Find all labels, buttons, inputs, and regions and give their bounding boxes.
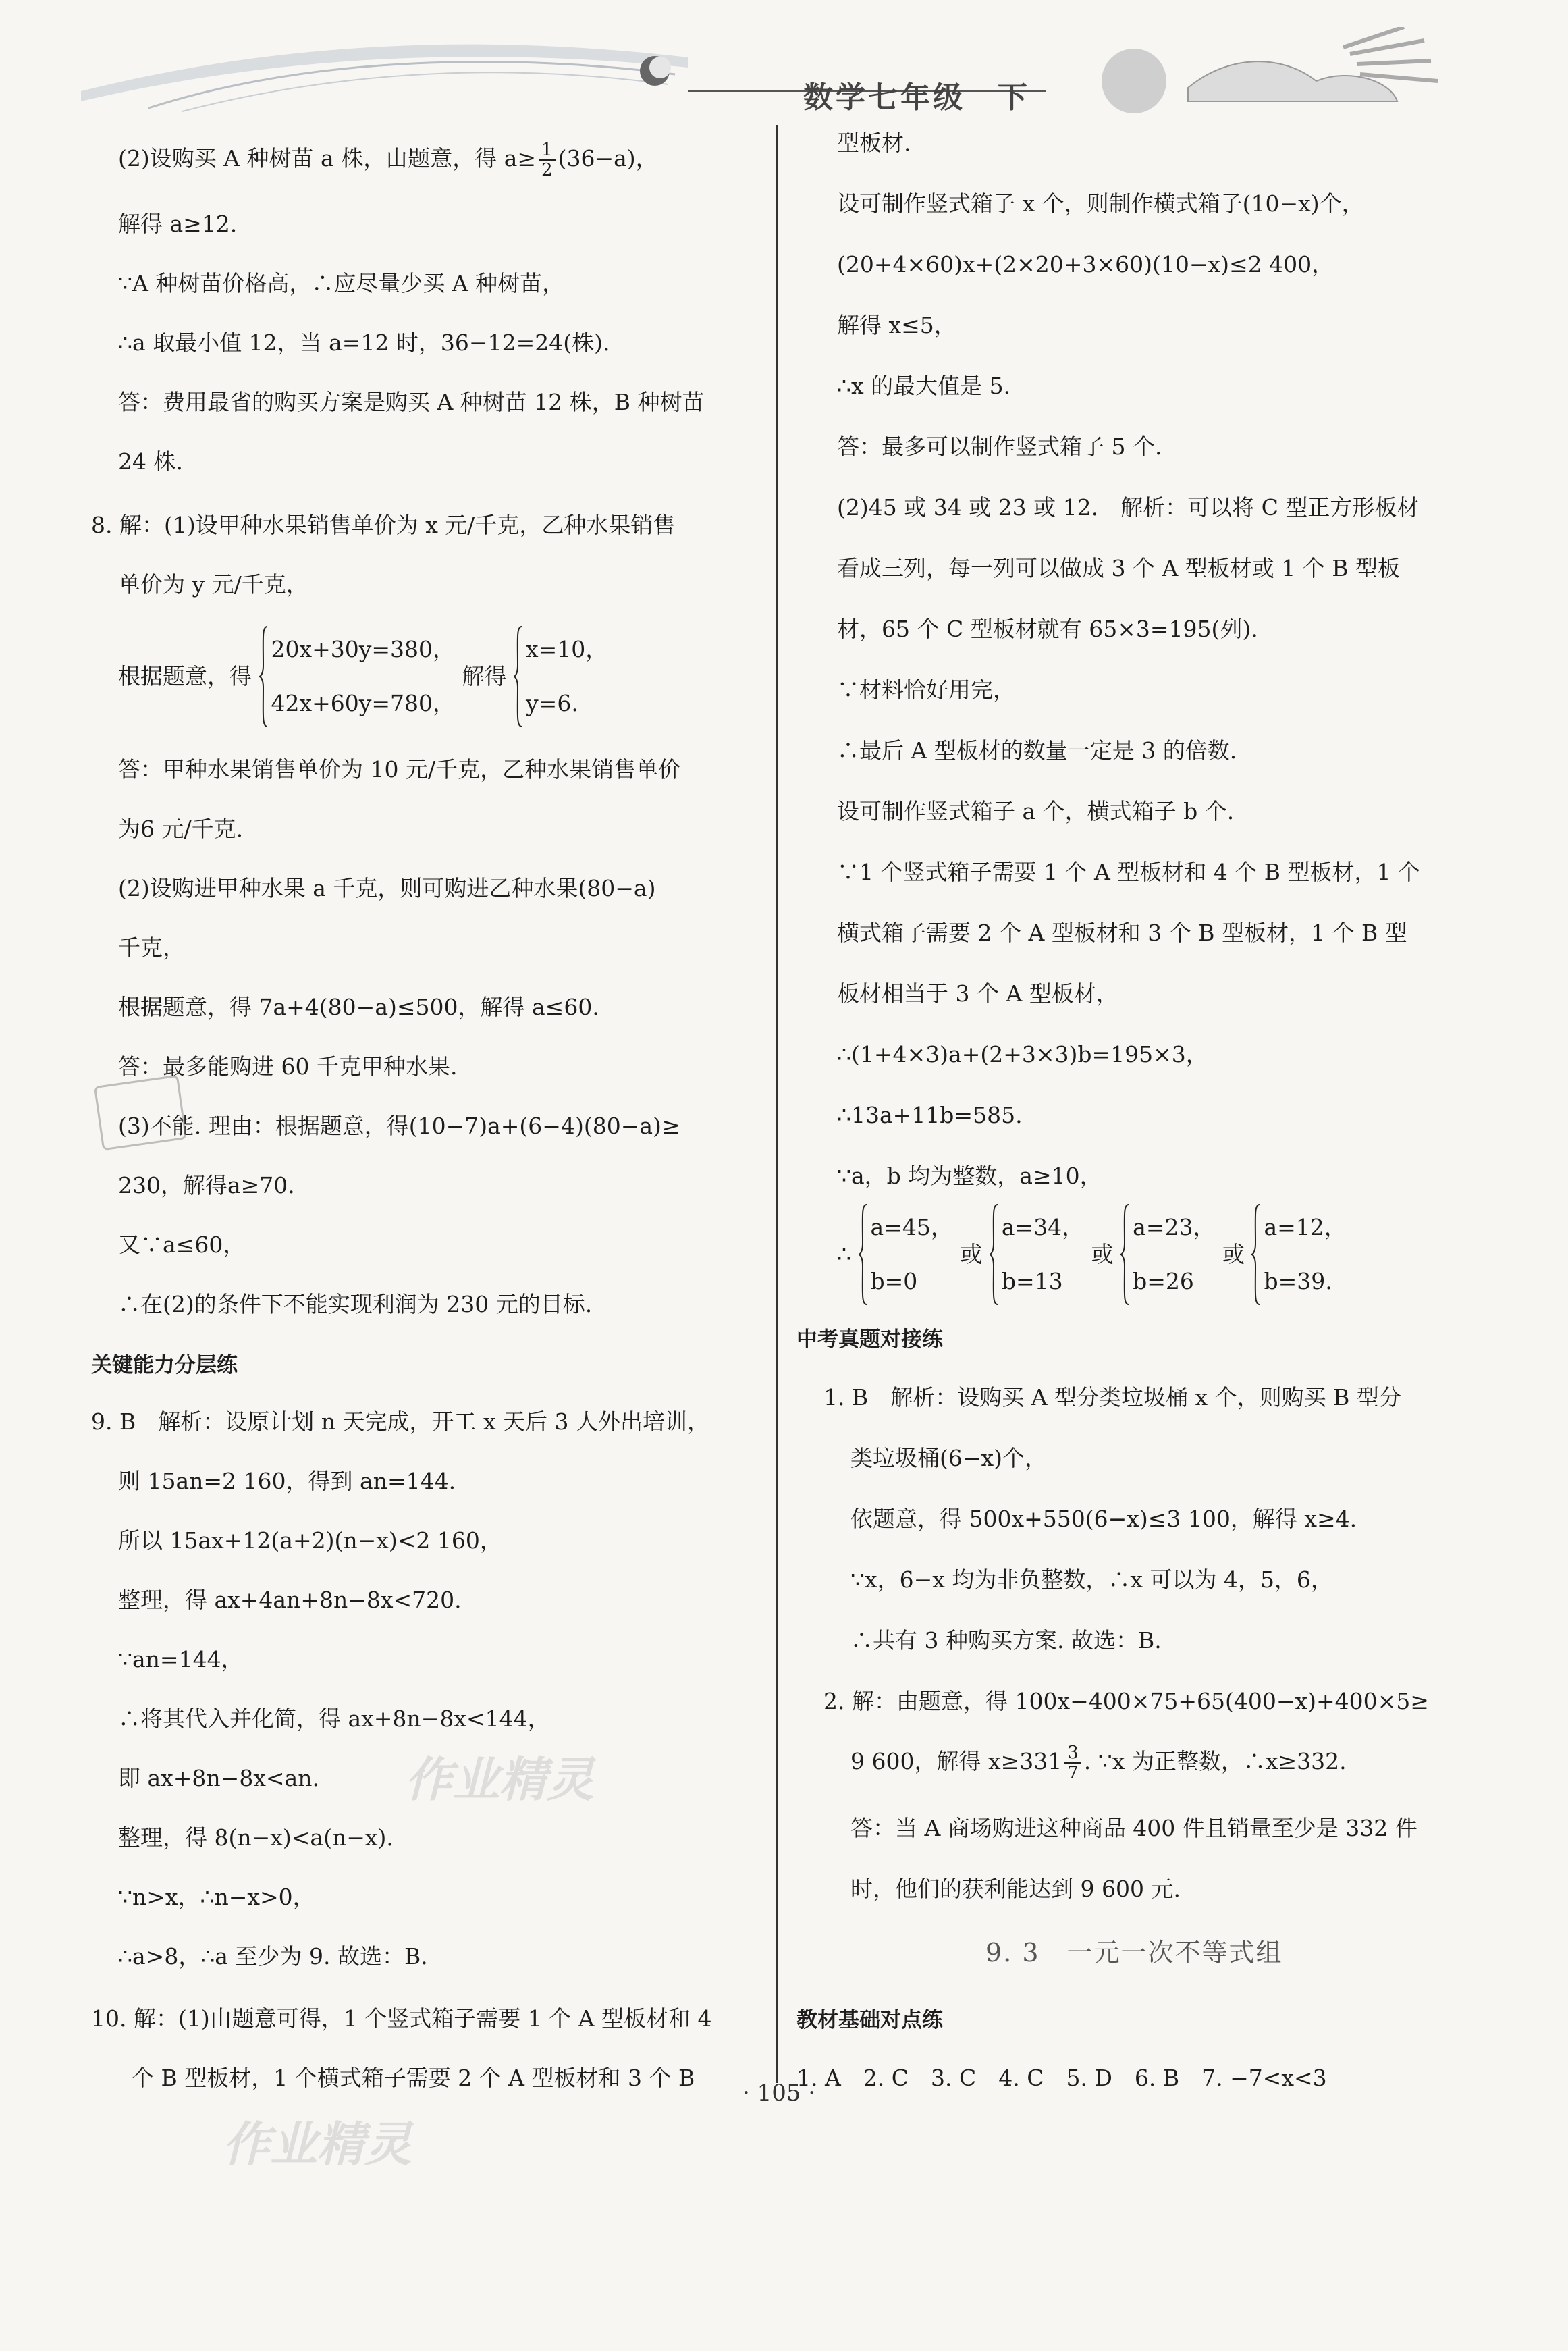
text-line: 根据题意，得 7a+4(80−a)≤500，解得 a≤60. [118,994,599,1020]
equation: b=13 [1001,1268,1063,1294]
equation: b=26 [1133,1268,1194,1294]
text-line: 10. 解：(1)由题意可得，1 个竖式箱子需要 1 个 A 型板材和 4 [91,2005,712,2032]
solution-system [859,1200,953,1309]
fraction [539,140,556,180]
text-line: 依题意，得 500x+550(6−x)≤3 100，解得 x≥4. [850,1506,1357,1532]
text-line: 型板材. [837,130,911,156]
fraction-denominator: 2 [541,160,553,180]
stamp-logo [94,1075,187,1151]
text-line: 板材相当于 3 个 A 型板材， [837,980,1118,1007]
text-line: 个 B 型板材，1 个横式箱子需要 2 个 A 型板材和 3 个 B [132,2065,695,2091]
text-line: 类垃圾桶(6−x)个， [850,1445,1048,1471]
equation: x=10， [526,636,608,662]
header-title: 数学七年级 下 [803,80,1030,115]
text-line: ∴共有 3 种购买方案. 故选：B. [850,1627,1162,1654]
text-line [118,140,658,180]
text-line: 千克， [118,934,185,961]
text-line: ∵a，b 均为整数，a≥10， [837,1163,1102,1189]
text-line: 整理，得 8(n−x)<a(n−x). [118,1824,394,1851]
solution-system [514,623,607,731]
text-line: (20+4×60)x+(2×20+3×60)(10−x)≤2 400， [837,251,1334,278]
text-line: 9. B 解析：设原计划 n 天完成，开工 x 天后 3 人外出培训， [91,1408,710,1435]
text-line: ∴x 的最大值是 5. [837,373,1011,399]
fraction [1064,1743,1081,1782]
section-heading: 关键能力分层练 [91,1353,238,1377]
text-line: 答：甲种水果销售单价为 10 元/千克，乙种水果销售单价 [118,756,681,783]
text-line: 答：费用最省的购买方案是购买 A 种树苗 12 株，B 种树苗 [118,389,705,415]
text-line: 1. A 2. C 3. C 4. C 5. D 6. B 7. −7<x<3 [796,2065,1327,2091]
text-line: ∴在(2)的条件下不能实现利润为 230 元的目标. [118,1291,593,1317]
solution-options-line [837,1200,1347,1315]
text-line: 材，65 个 C 型板材就有 65×3=195(列). [837,616,1258,642]
watermark: 作业精灵 [405,1752,594,1807]
text-line: 230，解得a≥70. [118,1172,295,1198]
text-line: (3)不能. 理由：根据题意，得(10−7)a+(6−4)(80−a)≥ [118,1113,680,1139]
text-line: ∴13a+11b=585. [837,1102,1023,1128]
text-line: 时，他们的获利能达到 9 600 元. [850,1876,1181,1902]
column-divider [776,125,778,2083]
fraction-denominator: 7 [1067,1763,1079,1783]
text-line: 解得 a≥12. [118,211,238,237]
left-brace-icon [990,1203,999,1306]
text-line: ∴a>8，∴a 至少为 9. 故选：B. [118,1943,428,1970]
page-number: · 105 · [742,2080,816,2107]
text-line: ∵an=144， [118,1646,244,1672]
text-line: 答：最多可以制作竖式箱子 5 个. [837,433,1162,460]
equation: b=0 [870,1268,918,1294]
text-line: (2)设购进甲种水果 a 千克，则可购进乙种水果(80−a) [118,875,656,901]
text-line: 为6 元/千克. [118,816,244,842]
text-line: ∵n>x，∴n−x>0， [118,1884,315,1910]
fraction-numerator: 3 [1064,1743,1081,1764]
left-brace-icon [259,625,269,728]
text-line: 看成三列，每一列可以做成 3 个 A 型板材或 1 个 B 型板 [837,555,1400,581]
text-segment: 解得 [462,663,507,689]
text-segment: ∴ [837,1241,851,1267]
text-line [850,1743,1347,1782]
text-line: 答：最多能购进 60 千克甲种水果. [118,1053,458,1080]
text-segment: 或 [1091,1241,1114,1267]
text-line: ∵1 个竖式箱子需要 1 个 A 型板材和 4 个 B 型板材，1 个 [837,859,1420,885]
text-line: 解得 x≤5， [837,312,956,338]
solution-system [1120,1200,1215,1309]
text-line: 横式箱子需要 2 个 A 型板材和 3 个 B 型板材，1 个 B 型 [837,920,1407,946]
text-line: 则 15an=2 160，得到 an=144. [118,1468,456,1494]
text-line: 24 株. [118,448,183,475]
text-line: 设可制作竖式箱子 a 个，横式箱子 b 个. [837,798,1235,824]
text-segment: 根据题意，得 [118,663,252,689]
text-line: 所以 15ax+12(a+2)(n−x)<2 160， [118,1527,502,1554]
text-line: (2)45 或 34 或 23 或 12. 解析：可以将 C 型正方形板材 [837,494,1420,521]
text-line: 设可制作竖式箱子 x 个，则制作横式箱子(10−x)个， [837,190,1364,217]
section-heading: 中考真题对接练 [796,1327,943,1352]
text-line: ∵x，6−x 均为非负整数，∴x 可以为 4，5，6， [850,1566,1333,1593]
equation: b=39. [1264,1268,1332,1294]
equation: a=45， [870,1214,953,1240]
equation: 42x+60y=780， [271,690,456,716]
left-brace-icon [514,625,523,728]
equation: a=34， [1001,1214,1085,1240]
text-segment: 或 [960,1241,983,1267]
text-line: ∴(1+4×3)a+(2+3×3)b=195×3， [837,1041,1208,1067]
text-line: 又∵a≤60， [118,1232,246,1258]
text-line: 整理，得 ax+4an+8n−8x<720. [118,1587,462,1613]
text-line: 答：当 A 商场购进这种商品 400 件且销量至少是 332 件 [850,1815,1417,1841]
watermark: 作业精灵 [223,2117,412,2172]
text-line: ∵A 种树苗价格高，∴应尽量少买 A 种树苗， [118,270,565,296]
header-decoration [81,27,1451,128]
equation-system [259,623,456,731]
text-line: ∵材料恰好用完， [837,677,1015,703]
equation: a=12， [1264,1214,1347,1240]
text-line: 1. B 解析：设购买 A 型分类垃圾桶 x 个，则购买 B 型分 [823,1384,1401,1410]
solution-system [1251,1200,1346,1309]
text-line: 单价为 y 元/千克， [118,571,308,598]
section-heading: 教材基础对点练 [796,2008,943,2032]
equation: a=23， [1133,1214,1216,1240]
left-brace-icon [1251,1203,1261,1306]
equation: y=6. [526,690,578,716]
text-line: 8. 解：(1)设甲种水果销售单价为 x 元/千克，乙种水果销售 [91,512,676,538]
text-segment: (2)设购买 A 种树苗 a 株，由题意，得 a≥ [118,145,537,171]
equation-system-line [118,623,607,737]
solution-system [990,1200,1084,1309]
text-segment: 或 [1222,1241,1245,1267]
text-line: 2. 解：由题意，得 100x−400×75+65(400−x)+400×5≥ [823,1688,1429,1714]
text-line: ∴最后 A 型板材的数量一定是 3 的倍数. [837,737,1237,764]
text-segment: 9 600，解得 x≥331 [850,1748,1062,1774]
text-line: 即 ax+8n−8x<an. [118,1765,319,1791]
section-title: 9. 3 一元一次不等式组 [985,1938,1283,1967]
text-line: ∴a 取最小值 12，当 a=12 时，36−12=24(株). [118,329,610,356]
page-header [81,27,1451,128]
fraction-numerator: 1 [539,140,556,161]
left-brace-icon [1120,1203,1130,1306]
text-segment: (36−a)， [558,145,658,171]
equation: 20x+30y=380， [271,636,456,662]
text-segment: . ∵x 为正整数，∴x≥332. [1083,1748,1347,1774]
left-brace-icon [859,1203,868,1306]
text-line: ∴将其代入并化简，得 ax+8n−8x<144， [118,1706,550,1732]
